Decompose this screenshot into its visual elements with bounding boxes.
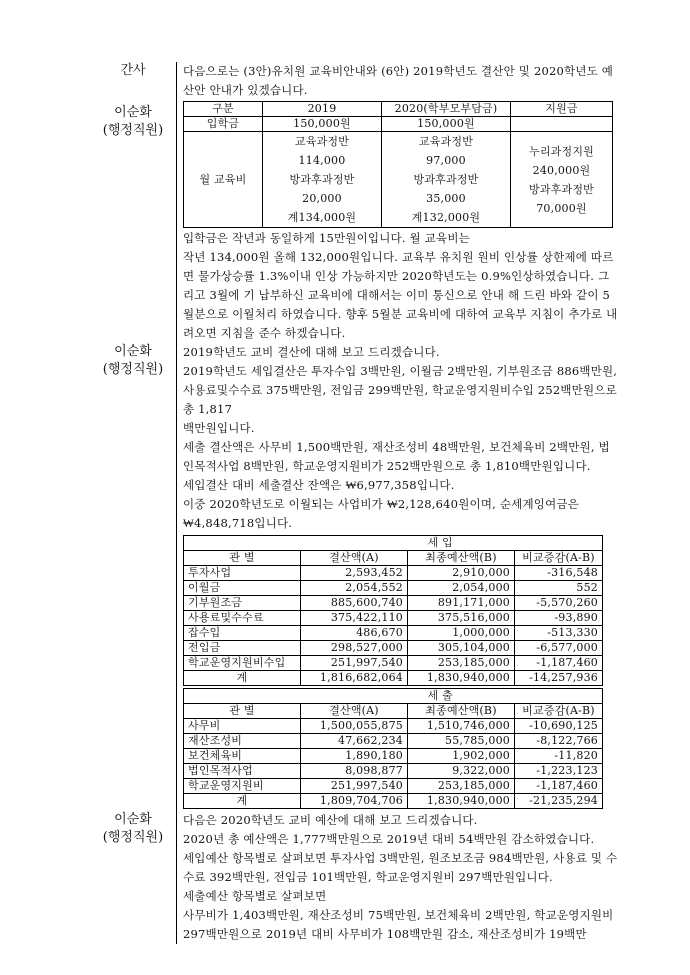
table-cell: -6,577,000: [515, 641, 603, 656]
table-row: [184, 779, 603, 794]
speaker-name: 이순화: [114, 812, 152, 827]
table-cell: -21,235,294: [515, 794, 603, 809]
expense-table: [183, 688, 603, 809]
table-cell: 9,322,000: [408, 764, 515, 779]
table-cell: 8,098,877: [301, 764, 408, 779]
table-row: [184, 764, 603, 779]
cell-line: 교육과정반: [294, 135, 350, 148]
cell-line: 계132,000원: [411, 211, 481, 224]
cell-line: 20,000: [302, 192, 342, 205]
tuition-table: [183, 101, 613, 228]
table-cell: 이월금: [184, 581, 301, 596]
speaker-cell: [90, 100, 176, 343]
cell-line: 계134,000원: [287, 211, 357, 224]
table-cell: 1,830,940,000: [408, 794, 515, 809]
table-cell: 학교운영지원비수입: [184, 656, 301, 671]
paragraph: 이중 2020학년도로 이월되는 사업비가 ₩2,128,640원이며, 순세계잉여금은 ₩4,848,718입니다.: [183, 497, 579, 530]
table-header: 2019: [263, 102, 382, 117]
table-section-title: 세 입: [408, 536, 603, 551]
speaker-cell: [90, 811, 176, 944]
table-cell: [511, 117, 613, 132]
minutes-row-settlement: [90, 343, 620, 811]
table-cell: 1,809,704,706: [301, 794, 408, 809]
table-cell: -5,570,260: [515, 596, 603, 611]
table-row: [184, 656, 603, 671]
table-cell: 251,997,540: [301, 779, 408, 794]
table-header: 지원금: [511, 102, 613, 117]
table-cell: 1,830,940,000: [408, 671, 515, 686]
paragraph: 2020년 총 예산액은 1,777백만원으로 2019년 대비 54백만원 감소하였습니다.: [183, 832, 595, 846]
table-cell: 1,500,055,875: [301, 719, 408, 734]
minutes-row-budget: [90, 811, 620, 944]
table-cell: 55,785,000: [408, 734, 515, 749]
table-cell: 150,000원: [382, 117, 511, 132]
table-cell: -513,330: [515, 626, 603, 641]
table-cell: 월 교육비: [184, 132, 263, 228]
table-header: 결산액(A): [301, 704, 408, 719]
statement: [177, 811, 620, 944]
paragraph: 다음은 2020학년도 교비 예산에 대해 보고 드리겠습니다.: [183, 813, 478, 827]
table-header: 관 별: [184, 551, 301, 566]
paragraph: 세출예산 항목별로 살펴보면: [183, 889, 327, 903]
paragraph: 세출 결산액은 사무비 1,500백만원, 재산조성비 48백만원, 보건체육비 2백만원, 법인목적사업 8백만원, 학교운영지원비가 252백만원으로 총 1,810백만원입니다.: [183, 440, 610, 473]
table-header: 비교증감(A-B): [515, 551, 603, 566]
table-cell: 1,510,746,000: [408, 719, 515, 734]
minutes-row-intro: [90, 62, 620, 100]
paragraph: 세입예산 항목별로 살펴보면 투자사업 3백만원, 원조보조금 984백만원, 사용료 및 수수료 392백만원, 전입금 101백만원, 학교운영지원비 297백만원입니다.: [183, 851, 618, 884]
cell-line: 방과후과정반: [289, 173, 355, 186]
table-cell: 486,670: [301, 626, 408, 641]
table-cell: 253,185,000: [408, 656, 515, 671]
table-cell: [511, 132, 613, 228]
table-section-row: [184, 536, 603, 551]
paragraph: 입학금은 작년과 동일하게 15만원이입니다. 월 교육비는: [183, 231, 470, 245]
table-cell: -14,257,936: [515, 671, 603, 686]
statement: [177, 100, 620, 343]
table-cell: 2,910,000: [408, 566, 515, 581]
table-cell: 계: [184, 794, 301, 809]
speaker-cell: [90, 343, 176, 811]
speaker-name: 이순화: [114, 344, 152, 359]
table-cell: 298,527,000: [301, 641, 408, 656]
table-section-row: [184, 689, 603, 704]
table-header: 결산액(A): [301, 551, 408, 566]
table-header: 비교증감(A-B): [515, 704, 603, 719]
table-row: [184, 671, 603, 686]
speaker-role: (행정직원): [102, 123, 164, 138]
paragraph: 세입결산 대비 세출결산 잔액은 ₩6,977,358입니다.: [183, 478, 455, 492]
table-header: 관 별: [184, 704, 301, 719]
table-blank: [184, 689, 408, 704]
table-cell: 계: [184, 671, 301, 686]
table-cell: 2,054,000: [408, 581, 515, 596]
table-row: [184, 132, 613, 228]
table-cell: 1,816,682,064: [301, 671, 408, 686]
paragraph: 2019학년도 세입결산은 투자수입 3백만원, 이월금 2백만원, 기부원조금 886백만원, 사용료및수수료 375백만원, 전입금 299백만원, 학교운영지원비수입 252백만원으로 총 1,817: [183, 364, 618, 416]
table-row: [184, 719, 603, 734]
table-row: [184, 611, 603, 626]
paragraph: 사무비가 1,403백만원, 재산조성비 75백만원, 보건체육비 2백만원, 학교운영지원비 297백만원으로 2019년 대비 사무비가 108백만원 감소, 재산조성비가 19백만: [183, 908, 614, 941]
table-cell: 법인목적사업: [184, 764, 301, 779]
table-cell: 253,185,000: [408, 779, 515, 794]
table-header-row: [184, 551, 603, 566]
table-cell: 투자사업: [184, 566, 301, 581]
revenue-table: [183, 535, 603, 686]
table-cell: -316,548: [515, 566, 603, 581]
table-cell: 1,000,000: [408, 626, 515, 641]
table-cell: [263, 132, 382, 228]
table-cell: 1,902,000: [408, 749, 515, 764]
speaker-name: 간사: [120, 63, 146, 78]
table-cell: 2,593,452: [301, 566, 408, 581]
cell-line: 방과후과정반70,000원: [529, 182, 594, 215]
cell-line: 방과후과정반: [413, 173, 479, 186]
minutes-row-tuition: [90, 100, 620, 343]
table-row: [184, 117, 613, 132]
table-cell: 2,054,552: [301, 581, 408, 596]
cell-line: 교육과정반: [418, 135, 474, 148]
table-cell: 305,104,000: [408, 641, 515, 656]
statement: [177, 343, 620, 811]
speaker-name: 이순화: [114, 105, 152, 120]
table-row: [184, 734, 603, 749]
table-cell: 잡수입: [184, 626, 301, 641]
table-cell: 552: [515, 581, 603, 596]
table-cell: 보건체육비: [184, 749, 301, 764]
table-header: 최종예산액(B): [408, 704, 515, 719]
paragraph: 다음으로는 (3안)유치원 교육비안내와 (6안) 2019학년도 결산안 및 2020학년도 예산안 안내가 있겠습니다.: [183, 64, 614, 97]
table-cell: -1,223,123: [515, 764, 603, 779]
table-section-title: 세 출: [408, 689, 603, 704]
paragraph: 2019학년도 교비 결산에 대해 보고 드리겠습니다.: [183, 345, 440, 359]
cell-line: 114,000: [298, 154, 346, 167]
table-cell: 재산조성비: [184, 734, 301, 749]
cell-line: 35,000: [426, 192, 466, 205]
table-header: 최종예산액(B): [408, 551, 515, 566]
table-row: [184, 596, 603, 611]
table-header-row: [184, 704, 603, 719]
table-cell: 사용료및수수료: [184, 611, 301, 626]
paragraph: 작년 134,000원 올해 132,000원입니다. 교육부 유치원 원비 인상률 상한제에 따르면 물가상승률 1.3%이내 인상 가능하지만 2020학년도는 0.9%인상하였습니다. 그리고 3월에 기 납부하신 교육비에 대해서는 이미 통신으로 안내 해 드린 바와 같이 5월분으로 이월처리 하였습니다. 향후 5월분 교육비에 대하여 교육부 지침이 추가로 내려오면 지침을 준수 하겠습니다.: [183, 250, 618, 340]
table-cell: -10,690,125: [515, 719, 603, 734]
speaker-cell: [90, 62, 176, 100]
table-header: 2020(학부모부담금): [382, 102, 511, 117]
table-row: [184, 581, 603, 596]
table-blank: [184, 536, 408, 551]
table-cell: [382, 132, 511, 228]
table-cell: 입학금: [184, 117, 263, 132]
table-cell: -1,187,460: [515, 656, 603, 671]
table-cell: 사무비: [184, 719, 301, 734]
table-cell: 375,516,000: [408, 611, 515, 626]
table-cell: 150,000원: [263, 117, 382, 132]
table-row: [184, 641, 603, 656]
table-cell: 전입금: [184, 641, 301, 656]
table-cell: -8,122,766: [515, 734, 603, 749]
table-cell: 251,997,540: [301, 656, 408, 671]
table-cell: -1,187,460: [515, 779, 603, 794]
table-cell: 기부원조금: [184, 596, 301, 611]
speaker-role: (행정직원): [102, 830, 164, 845]
table-cell: 47,662,234: [301, 734, 408, 749]
table-cell: 885,600,740: [301, 596, 408, 611]
table-cell: 891,171,000: [408, 596, 515, 611]
cell-line: 누리과정지원 240,000원: [529, 144, 594, 177]
statement: [177, 62, 620, 100]
table-cell: 1,890,180: [301, 749, 408, 764]
table-cell: -93,890: [515, 611, 603, 626]
revenue-table-body: [184, 566, 603, 686]
table-header-row: [184, 102, 613, 117]
table-row: [184, 749, 603, 764]
table-row: [184, 566, 603, 581]
minutes-page: [90, 62, 620, 944]
table-row: [184, 794, 603, 809]
table-header: 구분: [184, 102, 263, 117]
table-row: [184, 626, 603, 641]
paragraph: 백만원입니다.: [183, 421, 255, 435]
table-cell: -11,820: [515, 749, 603, 764]
expense-table-body: [184, 719, 603, 809]
cell-line: 97,000: [426, 154, 466, 167]
speaker-role: (행정직원): [102, 362, 164, 377]
table-cell: 학교운영지원비: [184, 779, 301, 794]
table-cell: 375,422,110: [301, 611, 408, 626]
